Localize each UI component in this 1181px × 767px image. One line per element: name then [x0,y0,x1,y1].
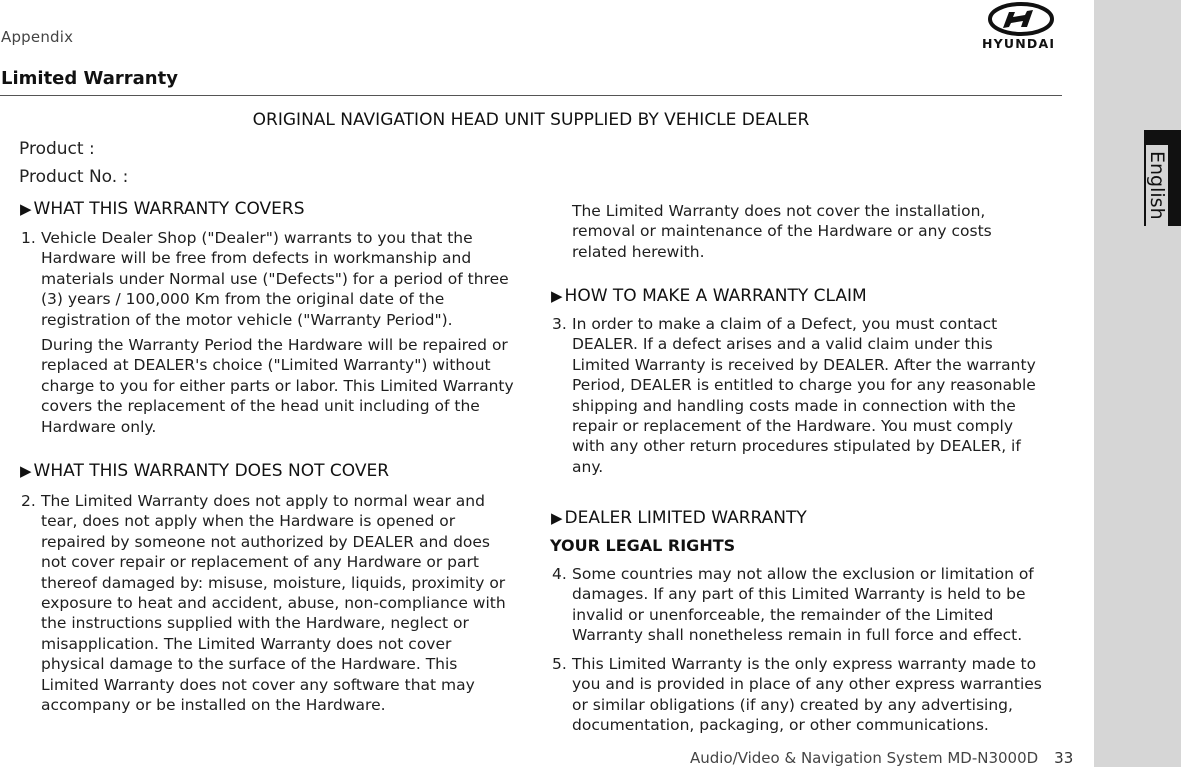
triangle-right-icon: ▶ [551,509,563,527]
item-number: 4. [552,565,567,583]
dealer-title-text: DEALER LIMITED WARRANTY [564,508,807,528]
product-no-label: Product No. : [19,167,129,187]
triangle-right-icon: ▶ [551,287,563,305]
not-cover-paragraph-1: The Limited Warranty does not apply to normal wear and tear, does not apply when the Hardware is opened or repaired by someone not authorized by DEALER and does not cover repair or replacement of any Hardware or part thereof damaged by: misuse, moisture, liquids, proximity or exposure to heat and accident, abuse, non-compliance with the instructions supplied with the Hardware, neglect or misapplication. The Limited Warranty does not cover physical damage to the surface of the Hardware. This Limited Warranty does not cover any software that may accompany or be installed on the Hardware. [41,492,506,715]
sidebar-strip [1094,0,1181,767]
claim-section-title [551,286,867,306]
section-label: Appendix [1,28,74,46]
triangle-right-icon: ▶ [20,200,32,218]
covers-item [21,228,516,437]
item-number: 2. [21,492,36,510]
dealer-paragraph-5: This Limited Warranty is the only express warranty made to you and is provided in place of any other express warranties or similar obligations (if any) created by any advertising, documentation, packaging, or other communications. [572,655,1042,735]
claim-item [552,314,1047,477]
page-title: Limited Warranty [1,68,178,89]
covers-title-text: WHAT THIS WARRANTY COVERS [33,199,305,219]
brand-wordmark: HYUNDAI [982,36,1056,51]
page-footer [690,749,1073,767]
product-label: Product : [19,139,95,159]
legal-rights-subtitle: YOUR LEGAL RIGHTS [550,536,736,555]
document-heading: ORIGINAL NAVIGATION HEAD UNIT SUPPLIED BY VEHICLE DEALER [252,110,810,130]
dealer-item-4 [552,564,1047,646]
covers-section-title [20,199,305,219]
not-cover-title-text: WHAT THIS WARRANTY DOES NOT COVER [33,461,390,481]
not-cover-section-title [20,461,389,481]
language-tab[interactable]: English [1146,145,1168,226]
dealer-item-5 [552,654,1047,736]
item-number: 1. [21,229,36,247]
dealer-section-title [551,508,807,528]
hyundai-logo [978,2,1064,52]
triangle-right-icon: ▶ [20,462,32,480]
dealer-paragraph-4: Some countries may not allow the exclusion or limitation of damages. If any part of this Limited Warranty is held to be invalid or unenforceable, the remainder of the Limited Warranty shall nonetheless remain in full force and effect. [572,565,1034,645]
claim-paragraph: In order to make a claim of a Defect, you must contact DEALER. If a defect arises and a valid claim under this Limited Warranty is received by DEALER. After the warranty Period, DEALER is entitled to charge you for any reasonable shipping and handling costs made in connection with the repair or replacement of the Hardware. You must comply with any other return procedures stipulated by DEALER, if any. [572,315,1036,476]
item-number: 5. [552,655,567,673]
not-cover-paragraph-2: The Limited Warranty does not cover the installation, removal or maintenance of the Hardware or any costs related herewith. [572,202,992,261]
covers-paragraph-1: Vehicle Dealer Shop ("Dealer") warrants to you that the Hardware will be free from defects in workmanship and materials under Normal use ("Defects") for a period of three (3) years / 100,000 Km from the original date of the registration of the motor vehicle ("Warranty Period"). [41,229,509,329]
title-divider [0,95,1062,96]
not-cover-item [21,491,516,715]
page-number: 33 [1054,749,1074,767]
item-number: 3. [552,315,567,333]
hyundai-emblem-icon [978,2,1064,36]
footer-product-name: Audio/Video & Navigation System MD-N3000D [690,749,1039,767]
claim-title-text: HOW TO MAKE A WARRANTY CLAIM [564,286,867,306]
covers-paragraph-2: During the Warranty Period the Hardware will be repaired or replaced at DEALER's choice ("Limited Warranty") without charge to you for either parts or labor. This Limited Warranty covers the replacement of the head unit including of the Hardware only. [41,336,514,436]
